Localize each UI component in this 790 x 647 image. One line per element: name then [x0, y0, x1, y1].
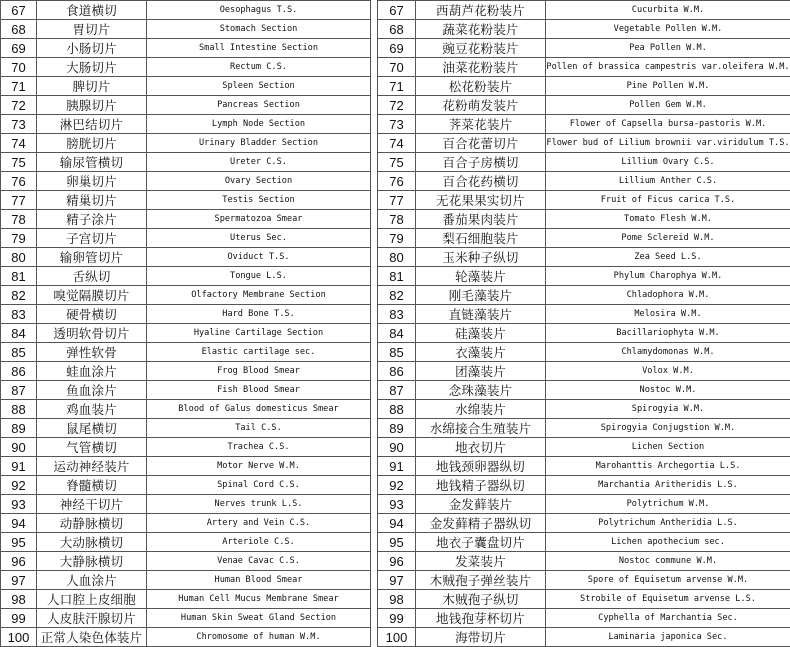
english-name-cell: Venae Cavac C.S.: [147, 552, 371, 571]
item-number-cell: 80: [1, 248, 37, 267]
right-table-row: [378, 381, 790, 400]
chinese-name-cell: 透明软骨切片: [37, 324, 147, 343]
english-name-cell: Uterus Sec.: [147, 229, 371, 248]
item-number-cell: 92: [1, 476, 37, 495]
right-table-row: [378, 210, 790, 229]
english-name-cell: Ureter C.S.: [147, 153, 371, 172]
english-name-cell: Artery and Vein C.S.: [147, 514, 371, 533]
chinese-name-cell: 番茄果肉装片: [416, 210, 546, 229]
item-number-cell: 98: [1, 590, 37, 609]
right-table-row: [378, 58, 790, 77]
item-number-cell: 67: [378, 1, 416, 20]
right-table-row: [378, 362, 790, 381]
item-number-cell: 67: [1, 1, 37, 20]
right-table-row: [378, 191, 790, 210]
left-table-row: [1, 590, 371, 609]
chinese-name-cell: 海带切片: [416, 628, 546, 647]
item-number-cell: 84: [378, 324, 416, 343]
english-name-cell: Elastic cartilage sec.: [147, 343, 371, 362]
item-number-cell: 90: [378, 438, 416, 457]
left-table-row: [1, 514, 371, 533]
item-number-cell: 94: [1, 514, 37, 533]
english-name-cell: Marohanttis Archegortia L.S.: [546, 457, 790, 476]
left-table-row: [1, 286, 371, 305]
right-table-row: [378, 286, 790, 305]
item-number-cell: 80: [378, 248, 416, 267]
left-slide-table-body: [1, 1, 371, 647]
chinese-name-cell: 人口腔上皮细胞: [37, 590, 147, 609]
chinese-name-cell: 神经干切片: [37, 495, 147, 514]
right-table-row: [378, 590, 790, 609]
english-name-cell: Oviduct T.S.: [147, 248, 371, 267]
english-name-cell: Pine Pollen W.M.: [546, 77, 790, 96]
right-table-row: [378, 153, 790, 172]
english-name-cell: Human Cell Mucus Membrane Smear: [147, 590, 371, 609]
chinese-name-cell: 金发藓精子器纵切: [416, 514, 546, 533]
item-number-cell: 72: [1, 96, 37, 115]
chinese-name-cell: 松花粉装片: [416, 77, 546, 96]
right-table-row: [378, 1, 790, 20]
chinese-name-cell: 木贼孢子纵切: [416, 590, 546, 609]
english-name-cell: Nerves trunk L.S.: [147, 495, 371, 514]
item-number-cell: 85: [1, 343, 37, 362]
english-name-cell: Hyaline Cartilage Section: [147, 324, 371, 343]
left-table-row: [1, 457, 371, 476]
left-table-row: [1, 343, 371, 362]
item-number-cell: 77: [1, 191, 37, 210]
english-name-cell: Tomato Flesh W.M.: [546, 210, 790, 229]
item-number-cell: 70: [378, 58, 416, 77]
chinese-name-cell: 淋巴结切片: [37, 115, 147, 134]
item-number-cell: 95: [1, 533, 37, 552]
left-table-row: [1, 533, 371, 552]
left-table-row: [1, 248, 371, 267]
left-table-row: [1, 191, 371, 210]
item-number-cell: 90: [1, 438, 37, 457]
chinese-name-cell: 人皮肤汗腺切片: [37, 609, 147, 628]
right-table-row: [378, 495, 790, 514]
english-name-cell: Chromosome of human W.M.: [147, 628, 371, 647]
chinese-name-cell: 大静脉横切: [37, 552, 147, 571]
english-name-cell: Chlamydomonas W.M.: [546, 343, 790, 362]
chinese-name-cell: 脾切片: [37, 77, 147, 96]
english-name-cell: Human Skin Sweat Gland Section: [147, 609, 371, 628]
english-name-cell: Cyphella of Marchantia Sec.: [546, 609, 790, 628]
chinese-name-cell: 嗅觉隔膜切片: [37, 286, 147, 305]
english-name-cell: Blood of Galus domesticus Smear: [147, 400, 371, 419]
chinese-name-cell: 地衣切片: [416, 438, 546, 457]
item-number-cell: 83: [1, 305, 37, 324]
item-number-cell: 98: [378, 590, 416, 609]
right-table-row: [378, 115, 790, 134]
chinese-name-cell: 脊髓横切: [37, 476, 147, 495]
chinese-name-cell: 膀胱切片: [37, 134, 147, 153]
english-name-cell: Ovary Section: [147, 172, 371, 191]
item-number-cell: 68: [1, 20, 37, 39]
english-name-cell: Spore of Equisetum arvense W.M.: [546, 571, 790, 590]
english-name-cell: Trachea C.S.: [147, 438, 371, 457]
item-number-cell: 79: [378, 229, 416, 248]
english-name-cell: Cucurbita W.M.: [546, 1, 790, 20]
chinese-name-cell: 动静脉横切: [37, 514, 147, 533]
left-table-row: [1, 77, 371, 96]
chinese-name-cell: 刚毛藻装片: [416, 286, 546, 305]
item-number-cell: 97: [1, 571, 37, 590]
item-number-cell: 73: [1, 115, 37, 134]
english-name-cell: Laminaria japonica Sec.: [546, 628, 790, 647]
right-table-row: [378, 514, 790, 533]
english-name-cell: Spermatozoa Smear: [147, 210, 371, 229]
item-number-cell: 99: [1, 609, 37, 628]
item-number-cell: 76: [378, 172, 416, 191]
english-name-cell: Small Intestine Section: [147, 39, 371, 58]
english-name-cell: Pome Sclereid W.M.: [546, 229, 790, 248]
item-number-cell: 75: [1, 153, 37, 172]
chinese-name-cell: 荠菜花装片: [416, 115, 546, 134]
english-name-cell: Spirogyia Conjugstion W.M.: [546, 419, 790, 438]
left-table-row: [1, 609, 371, 628]
english-name-cell: Pea Pollen W.M.: [546, 39, 790, 58]
item-number-cell: 93: [1, 495, 37, 514]
item-number-cell: 81: [378, 267, 416, 286]
english-name-cell: Tongue L.S.: [147, 267, 371, 286]
english-name-cell: Spinal Cord C.S.: [147, 476, 371, 495]
english-name-cell: Nostoc W.M.: [546, 381, 790, 400]
right-table-row: [378, 77, 790, 96]
chinese-name-cell: 地衣子囊盘切片: [416, 533, 546, 552]
english-name-cell: Volox W.M.: [546, 362, 790, 381]
chinese-name-cell: 卵巢切片: [37, 172, 147, 191]
english-name-cell: Flower of Capsella bursa-pastoris W.M.: [546, 115, 790, 134]
english-name-cell: Pollen of brassica campestris var.oleifera W.M.: [546, 58, 790, 77]
chinese-name-cell: 胰腺切片: [37, 96, 147, 115]
right-table-row: [378, 609, 790, 628]
item-number-cell: 91: [1, 457, 37, 476]
left-table-row: [1, 1, 371, 20]
english-name-cell: Pancreas Section: [147, 96, 371, 115]
item-number-cell: 88: [1, 400, 37, 419]
chinese-name-cell: 发菜装片: [416, 552, 546, 571]
english-name-cell: Rectum C.S.: [147, 58, 371, 77]
left-table-row: [1, 153, 371, 172]
left-table-row: [1, 20, 371, 39]
english-name-cell: Fruit of Ficus carica T.S.: [546, 191, 790, 210]
english-name-cell: Human Blood Smear: [147, 571, 371, 590]
item-number-cell: 71: [1, 77, 37, 96]
chinese-name-cell: 水绵装片: [416, 400, 546, 419]
chinese-name-cell: 鸡血装片: [37, 400, 147, 419]
english-name-cell: Lichen Section: [546, 438, 790, 457]
english-name-cell: Lillium Anther C.S.: [546, 172, 790, 191]
right-table-row: [378, 438, 790, 457]
english-name-cell: Pollen Gem W.M.: [546, 96, 790, 115]
left-table-row: [1, 476, 371, 495]
item-number-cell: 85: [378, 343, 416, 362]
left-table-row: [1, 438, 371, 457]
item-number-cell: 69: [1, 39, 37, 58]
item-number-cell: 78: [1, 210, 37, 229]
english-name-cell: Nostoc commune W.M.: [546, 552, 790, 571]
english-name-cell: Olfactory Membrane Section: [147, 286, 371, 305]
chinese-name-cell: 鼠尾横切: [37, 419, 147, 438]
right-table-row: [378, 267, 790, 286]
item-number-cell: 100: [378, 628, 416, 647]
item-number-cell: 89: [1, 419, 37, 438]
chinese-name-cell: 食道横切: [37, 1, 147, 20]
chinese-name-cell: 地钱颈卵器纵切: [416, 457, 546, 476]
english-name-cell: Spleen Section: [147, 77, 371, 96]
item-number-cell: 77: [378, 191, 416, 210]
right-table-row: [378, 457, 790, 476]
english-name-cell: Fish Blood Smear: [147, 381, 371, 400]
left-table-row: [1, 115, 371, 134]
item-number-cell: 86: [1, 362, 37, 381]
item-number-cell: 76: [1, 172, 37, 191]
english-name-cell: Phylum Charophya W.M.: [546, 267, 790, 286]
chinese-name-cell: 精子涂片: [37, 210, 147, 229]
english-name-cell: Hard Bone T.S.: [147, 305, 371, 324]
right-table-row: [378, 20, 790, 39]
chinese-name-cell: 蔬菜花粉装片: [416, 20, 546, 39]
chinese-name-cell: 念珠藻装片: [416, 381, 546, 400]
item-number-cell: 73: [378, 115, 416, 134]
item-number-cell: 81: [1, 267, 37, 286]
item-number-cell: 97: [378, 571, 416, 590]
item-number-cell: 99: [378, 609, 416, 628]
item-number-cell: 95: [378, 533, 416, 552]
item-number-cell: 87: [378, 381, 416, 400]
english-name-cell: Polytrichum Antheridia L.S.: [546, 514, 790, 533]
right-slide-table-body: [378, 1, 790, 647]
chinese-name-cell: 玉米种子纵切: [416, 248, 546, 267]
chinese-name-cell: 运动神经装片: [37, 457, 147, 476]
right-table-row: [378, 552, 790, 571]
right-table-row: [378, 400, 790, 419]
item-number-cell: 94: [378, 514, 416, 533]
english-name-cell: Oesophagus T.S.: [147, 1, 371, 20]
item-number-cell: 87: [1, 381, 37, 400]
chinese-name-cell: 轮藻装片: [416, 267, 546, 286]
item-number-cell: 88: [378, 400, 416, 419]
left-table-row: [1, 267, 371, 286]
english-name-cell: Tail C.S.: [147, 419, 371, 438]
item-number-cell: 89: [378, 419, 416, 438]
chinese-name-cell: 水绵接合生殖装片: [416, 419, 546, 438]
chinese-name-cell: 衣藻装片: [416, 343, 546, 362]
chinese-name-cell: 团藻装片: [416, 362, 546, 381]
english-name-cell: Stomach Section: [147, 20, 371, 39]
chinese-name-cell: 花粉萌发装片: [416, 96, 546, 115]
chinese-name-cell: 弹性软骨: [37, 343, 147, 362]
english-name-cell: Melosira W.M.: [546, 305, 790, 324]
right-table-row: [378, 39, 790, 58]
english-name-cell: Flower bud of Lilium brownii var.viridulum T.S.: [546, 134, 790, 153]
chinese-name-cell: 梨石细胞装片: [416, 229, 546, 248]
left-table-row: [1, 172, 371, 191]
item-number-cell: 72: [378, 96, 416, 115]
item-number-cell: 83: [378, 305, 416, 324]
chinese-name-cell: 正常人染色体装片: [37, 628, 147, 647]
right-table-row: [378, 533, 790, 552]
right-table-row: [378, 324, 790, 343]
right-slide-table: [377, 0, 790, 647]
item-number-cell: 74: [1, 134, 37, 153]
chinese-name-cell: 人血涂片: [37, 571, 147, 590]
left-table-row: [1, 362, 371, 381]
item-number-cell: 82: [1, 286, 37, 305]
left-table-row: [1, 571, 371, 590]
item-number-cell: 78: [378, 210, 416, 229]
left-table-row: [1, 96, 371, 115]
left-table-row: [1, 39, 371, 58]
left-table-row: [1, 381, 371, 400]
right-table-row: [378, 343, 790, 362]
chinese-name-cell: 地钱孢芽杯切片: [416, 609, 546, 628]
left-table-row: [1, 305, 371, 324]
chinese-name-cell: 子宫切片: [37, 229, 147, 248]
right-table-row: [378, 476, 790, 495]
item-number-cell: 68: [378, 20, 416, 39]
english-name-cell: Vegetable Pollen W.M.: [546, 20, 790, 39]
left-table-row: [1, 552, 371, 571]
chinese-name-cell: 金发藓装片: [416, 495, 546, 514]
english-name-cell: Arteriole C.S.: [147, 533, 371, 552]
item-number-cell: 96: [378, 552, 416, 571]
chinese-name-cell: 硬骨横切: [37, 305, 147, 324]
chinese-name-cell: 鱼血涂片: [37, 381, 147, 400]
chinese-name-cell: 精巢切片: [37, 191, 147, 210]
item-number-cell: 84: [1, 324, 37, 343]
english-name-cell: Marchantia Aritheridis L.S.: [546, 476, 790, 495]
item-number-cell: 86: [378, 362, 416, 381]
item-number-cell: 71: [378, 77, 416, 96]
right-table-row: [378, 628, 790, 647]
item-number-cell: 91: [378, 457, 416, 476]
item-number-cell: 82: [378, 286, 416, 305]
chinese-name-cell: 胃切片: [37, 20, 147, 39]
english-name-cell: Chladophora W.M.: [546, 286, 790, 305]
chinese-name-cell: 气管横切: [37, 438, 147, 457]
english-name-cell: Bacillariophyta W.M.: [546, 324, 790, 343]
item-number-cell: 74: [378, 134, 416, 153]
chinese-name-cell: 西葫芦花粉装片: [416, 1, 546, 20]
left-slide-table: [0, 0, 371, 647]
english-name-cell: Polytrichum W.M.: [546, 495, 790, 514]
english-name-cell: Testis Section: [147, 191, 371, 210]
left-table-row: [1, 495, 371, 514]
left-table-row: [1, 400, 371, 419]
left-table-row: [1, 134, 371, 153]
english-name-cell: Strobile of Equisetum arvense L.S.: [546, 590, 790, 609]
left-table-row: [1, 58, 371, 77]
chinese-name-cell: 地钱精子器纵切: [416, 476, 546, 495]
item-number-cell: 93: [378, 495, 416, 514]
english-name-cell: Urinary Bladder Section: [147, 134, 371, 153]
left-table-row: [1, 628, 371, 647]
chinese-name-cell: 大肠切片: [37, 58, 147, 77]
chinese-name-cell: 百合花蕾切片: [416, 134, 546, 153]
chinese-name-cell: 百合花药横切: [416, 172, 546, 191]
english-name-cell: Zea Seed L.S.: [546, 248, 790, 267]
english-name-cell: Spirogyia W.M.: [546, 400, 790, 419]
english-name-cell: Lymph Node Section: [147, 115, 371, 134]
english-name-cell: Lichen apothecium sec.: [546, 533, 790, 552]
english-name-cell: Lillium Ovary C.S.: [546, 153, 790, 172]
right-table-row: [378, 571, 790, 590]
item-number-cell: 70: [1, 58, 37, 77]
english-name-cell: Motor Nerve W.M.: [147, 457, 371, 476]
chinese-name-cell: 木贼孢子弹丝装片: [416, 571, 546, 590]
right-table-row: [378, 229, 790, 248]
chinese-name-cell: 舌纵切: [37, 267, 147, 286]
left-table-row: [1, 324, 371, 343]
item-number-cell: 92: [378, 476, 416, 495]
chinese-name-cell: 油菜花粉装片: [416, 58, 546, 77]
chinese-name-cell: 蛙血涂片: [37, 362, 147, 381]
chinese-name-cell: 小肠切片: [37, 39, 147, 58]
chinese-name-cell: 输卵管切片: [37, 248, 147, 267]
item-number-cell: 79: [1, 229, 37, 248]
chinese-name-cell: 豌豆花粉装片: [416, 39, 546, 58]
right-table-row: [378, 172, 790, 191]
left-table-row: [1, 210, 371, 229]
right-table-row: [378, 248, 790, 267]
chinese-name-cell: 百合子房横切: [416, 153, 546, 172]
item-number-cell: 96: [1, 552, 37, 571]
chinese-name-cell: 大动脉横切: [37, 533, 147, 552]
right-table-row: [378, 305, 790, 324]
item-number-cell: 75: [378, 153, 416, 172]
item-number-cell: 100: [1, 628, 37, 647]
right-table-row: [378, 96, 790, 115]
english-name-cell: Frog Blood Smear: [147, 362, 371, 381]
right-table-row: [378, 134, 790, 153]
chinese-name-cell: 直链藻装片: [416, 305, 546, 324]
item-number-cell: 69: [378, 39, 416, 58]
chinese-name-cell: 无花果果实切片: [416, 191, 546, 210]
right-table-row: [378, 419, 790, 438]
left-table-row: [1, 419, 371, 438]
left-table-row: [1, 229, 371, 248]
chinese-name-cell: 输尿管横切: [37, 153, 147, 172]
chinese-name-cell: 硅藻装片: [416, 324, 546, 343]
